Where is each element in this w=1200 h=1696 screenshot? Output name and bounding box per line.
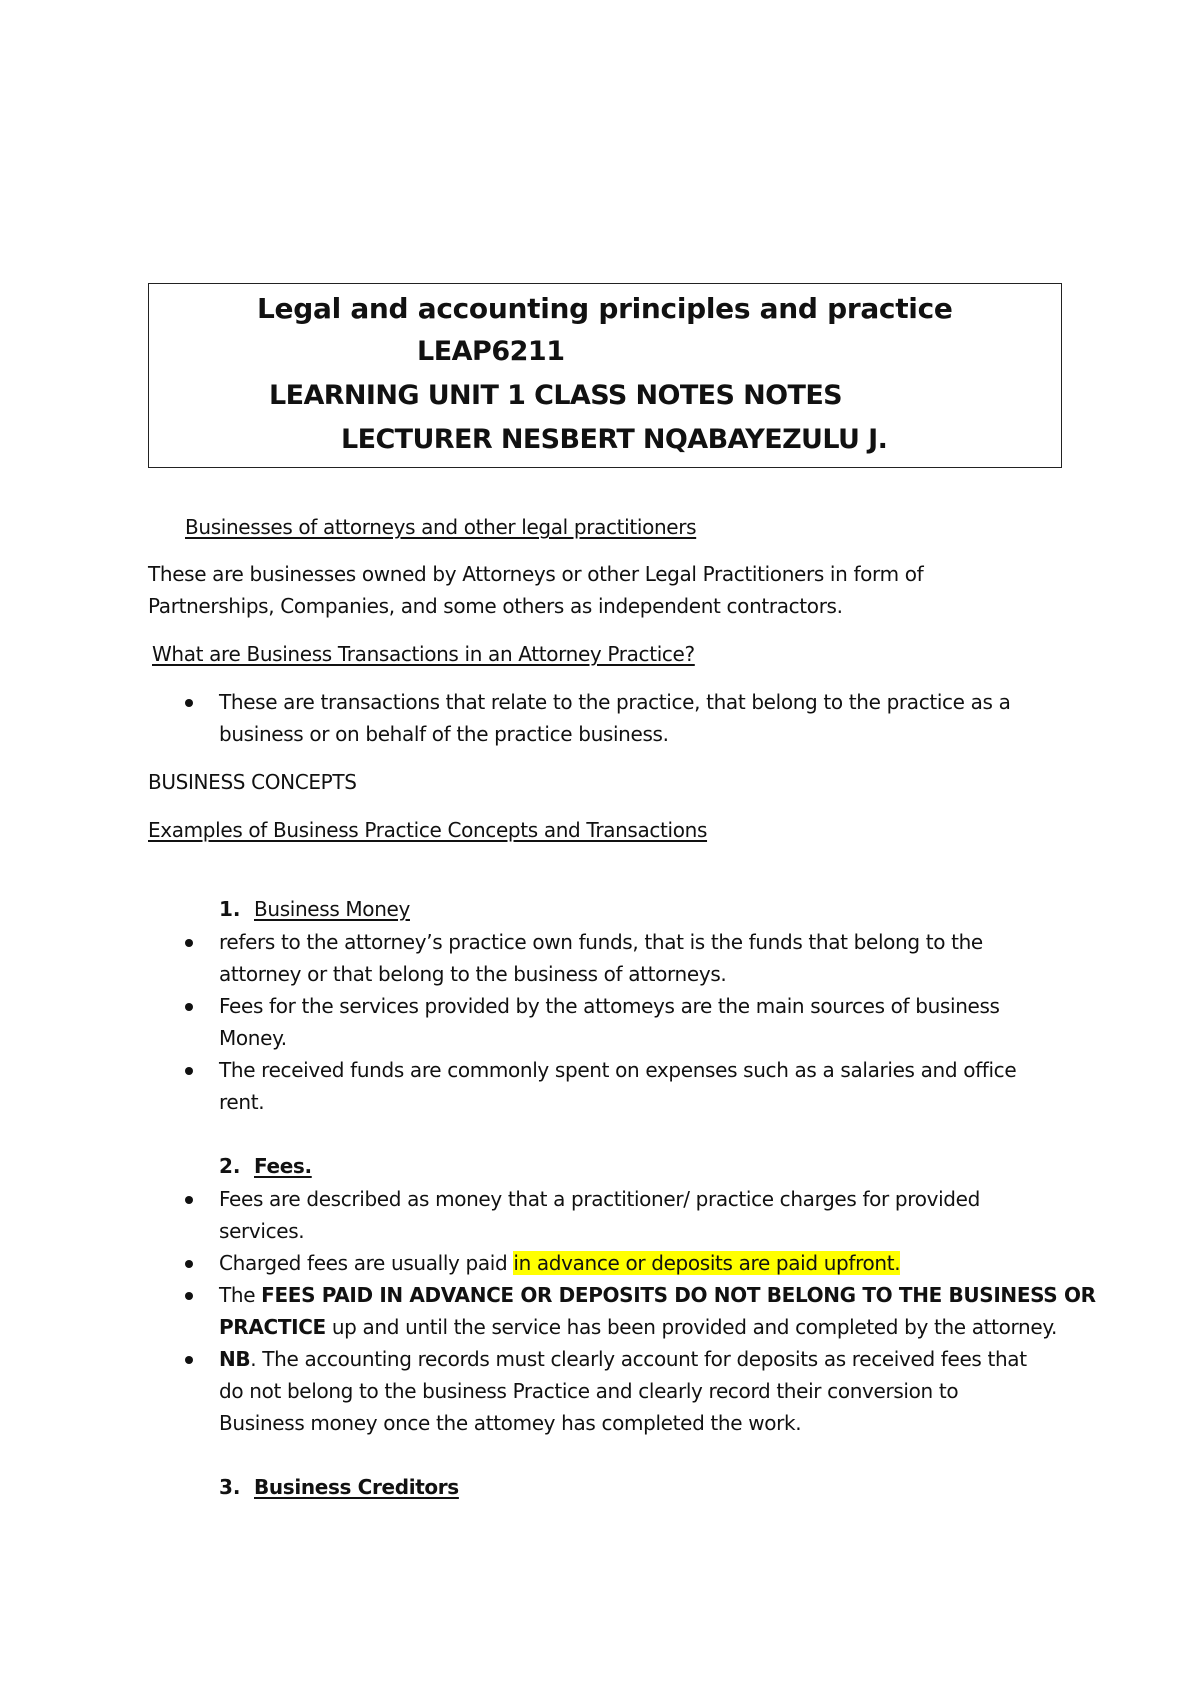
bullet-text-plain: . The accounting records must clearly account for deposits as received fees that [250, 1347, 1027, 1371]
course-code: LEAP6211 [417, 336, 565, 367]
bold-text: NB [219, 1347, 251, 1371]
bullet-text: do not belong to the business Practice and clearly record their conversion to [219, 1379, 959, 1403]
bullet-icon [185, 1356, 193, 1364]
bullet-text: Fees for the services provided by the attomeys are the main sources of business [219, 994, 1000, 1018]
lecturer-name: LECTURER NESBERT NQABAYEZULU J. [341, 424, 888, 455]
bullet-icon [185, 1003, 193, 1011]
bullet-text: rent. [219, 1090, 265, 1114]
bullet-text: attorney or that belong to the business of attorneys. [219, 962, 727, 986]
highlighted-text: in advance or deposits are paid upfront. [513, 1251, 901, 1275]
section-heading-transactions: What are Business Transactions in an Attorney Practice? [152, 642, 695, 666]
item-title-fees: Fees. [254, 1154, 312, 1178]
bullet-icon [185, 939, 193, 947]
bullet-text: Money. [219, 1026, 287, 1050]
bullet-text: The received funds are commonly spent on expenses such as a salaries and office [219, 1058, 1017, 1082]
bullet-icon [185, 1292, 193, 1300]
course-title: Legal and accounting principles and practice [257, 292, 953, 325]
item-title-business-money: Business Money [254, 897, 410, 921]
examples-heading: Examples of Business Practice Concepts and Transactions [148, 818, 708, 842]
bullet-text: These are transactions that relate to the practice, that belong to the practice as a [219, 690, 1011, 714]
item-number: 3. [219, 1475, 241, 1499]
unit-title: LEARNING UNIT 1 CLASS NOTES NOTES [269, 380, 843, 411]
bullet-text: Business money once the attomey has completed the work. [219, 1411, 802, 1435]
bullet-text [219, 1315, 1057, 1339]
bullet-icon [185, 699, 193, 707]
bullet-icon [185, 1067, 193, 1075]
bullet-text: Fees are described as money that a practitioner/ practice charges for provided [219, 1187, 980, 1211]
item-number: 2. [219, 1154, 241, 1178]
section-heading-businesses: Businesses of attorneys and other legal practitioners [185, 515, 697, 539]
bold-text: FEES PAID IN ADVANCE OR DEPOSITS DO NOT BELONG TO THE BUSINESS OR [261, 1283, 1096, 1307]
title-box [148, 283, 1062, 468]
bullet-icon [185, 1260, 193, 1268]
item-title-business-creditors: Business Creditors [254, 1475, 459, 1499]
bullet-text [219, 1347, 1027, 1371]
bullet-text-plain: up and until the service has been provided and completed by the attorney. [325, 1315, 1057, 1339]
bullet-text: services. [219, 1219, 305, 1243]
paragraph-line: Partnerships, Companies, and some others as independent contractors. [148, 594, 843, 618]
bullet-text [219, 1283, 1096, 1307]
bullet-text-plain: The [219, 1283, 262, 1307]
bullet-text: refers to the attorney’s practice own funds, that is the funds that belong to the [219, 930, 983, 954]
bullet-text: business or on behalf of the practice business. [219, 722, 669, 746]
bullet-text [219, 1251, 900, 1275]
item-number: 1. [219, 897, 241, 921]
bold-text: PRACTICE [219, 1315, 326, 1339]
bullet-icon [185, 1196, 193, 1204]
paragraph-line: These are businesses owned by Attorneys or other Legal Practitioners in form of [148, 562, 924, 586]
business-concepts-heading: BUSINESS CONCEPTS [148, 770, 357, 794]
bullet-text-plain: Charged fees are usually paid [219, 1251, 514, 1275]
